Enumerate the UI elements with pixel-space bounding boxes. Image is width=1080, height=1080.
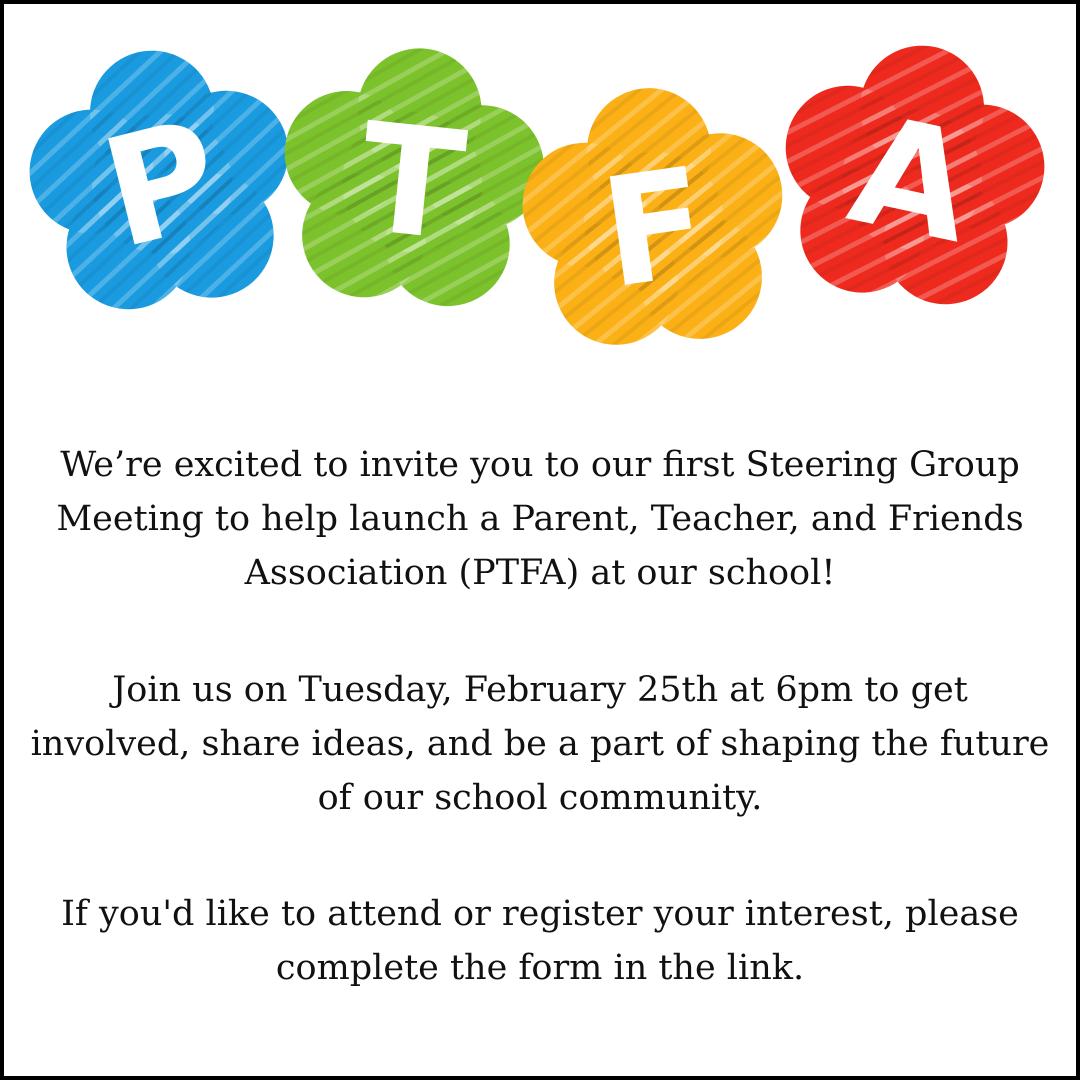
flower-p [15,33,308,321]
intro-line-3: Association (PTFA) at our school! [244,553,836,593]
details-line-3: of our school community. [317,778,763,818]
flower-f [515,79,792,351]
intro-line-2: Meeting to help launch a Parent, Teacher, and Friends [56,499,1024,539]
intro-line-1: We’re excited to invite you to our first Steering Group [60,445,1020,485]
meeting-details-paragraph [4,663,1076,825]
letter-f: F [592,135,718,323]
registration-line-1: If you'd like to attend or register your interest, please [61,894,1019,934]
ptfa-logo [4,4,1080,404]
details-line-2: involved, share ideas, and be a part of shaping the future [30,724,1050,764]
letter-p: P [87,87,237,283]
letter-t: T [351,91,472,275]
registration-paragraph [4,887,1076,995]
registration-line-2: complete the form in the link. [275,948,805,988]
flower-t [270,35,555,315]
intro-paragraph [4,438,1076,600]
flower-a [767,28,1060,316]
letter-a: A [836,82,987,278]
details-line-1: Join us on Tuesday, February 25th at 6pm to get [112,670,968,710]
